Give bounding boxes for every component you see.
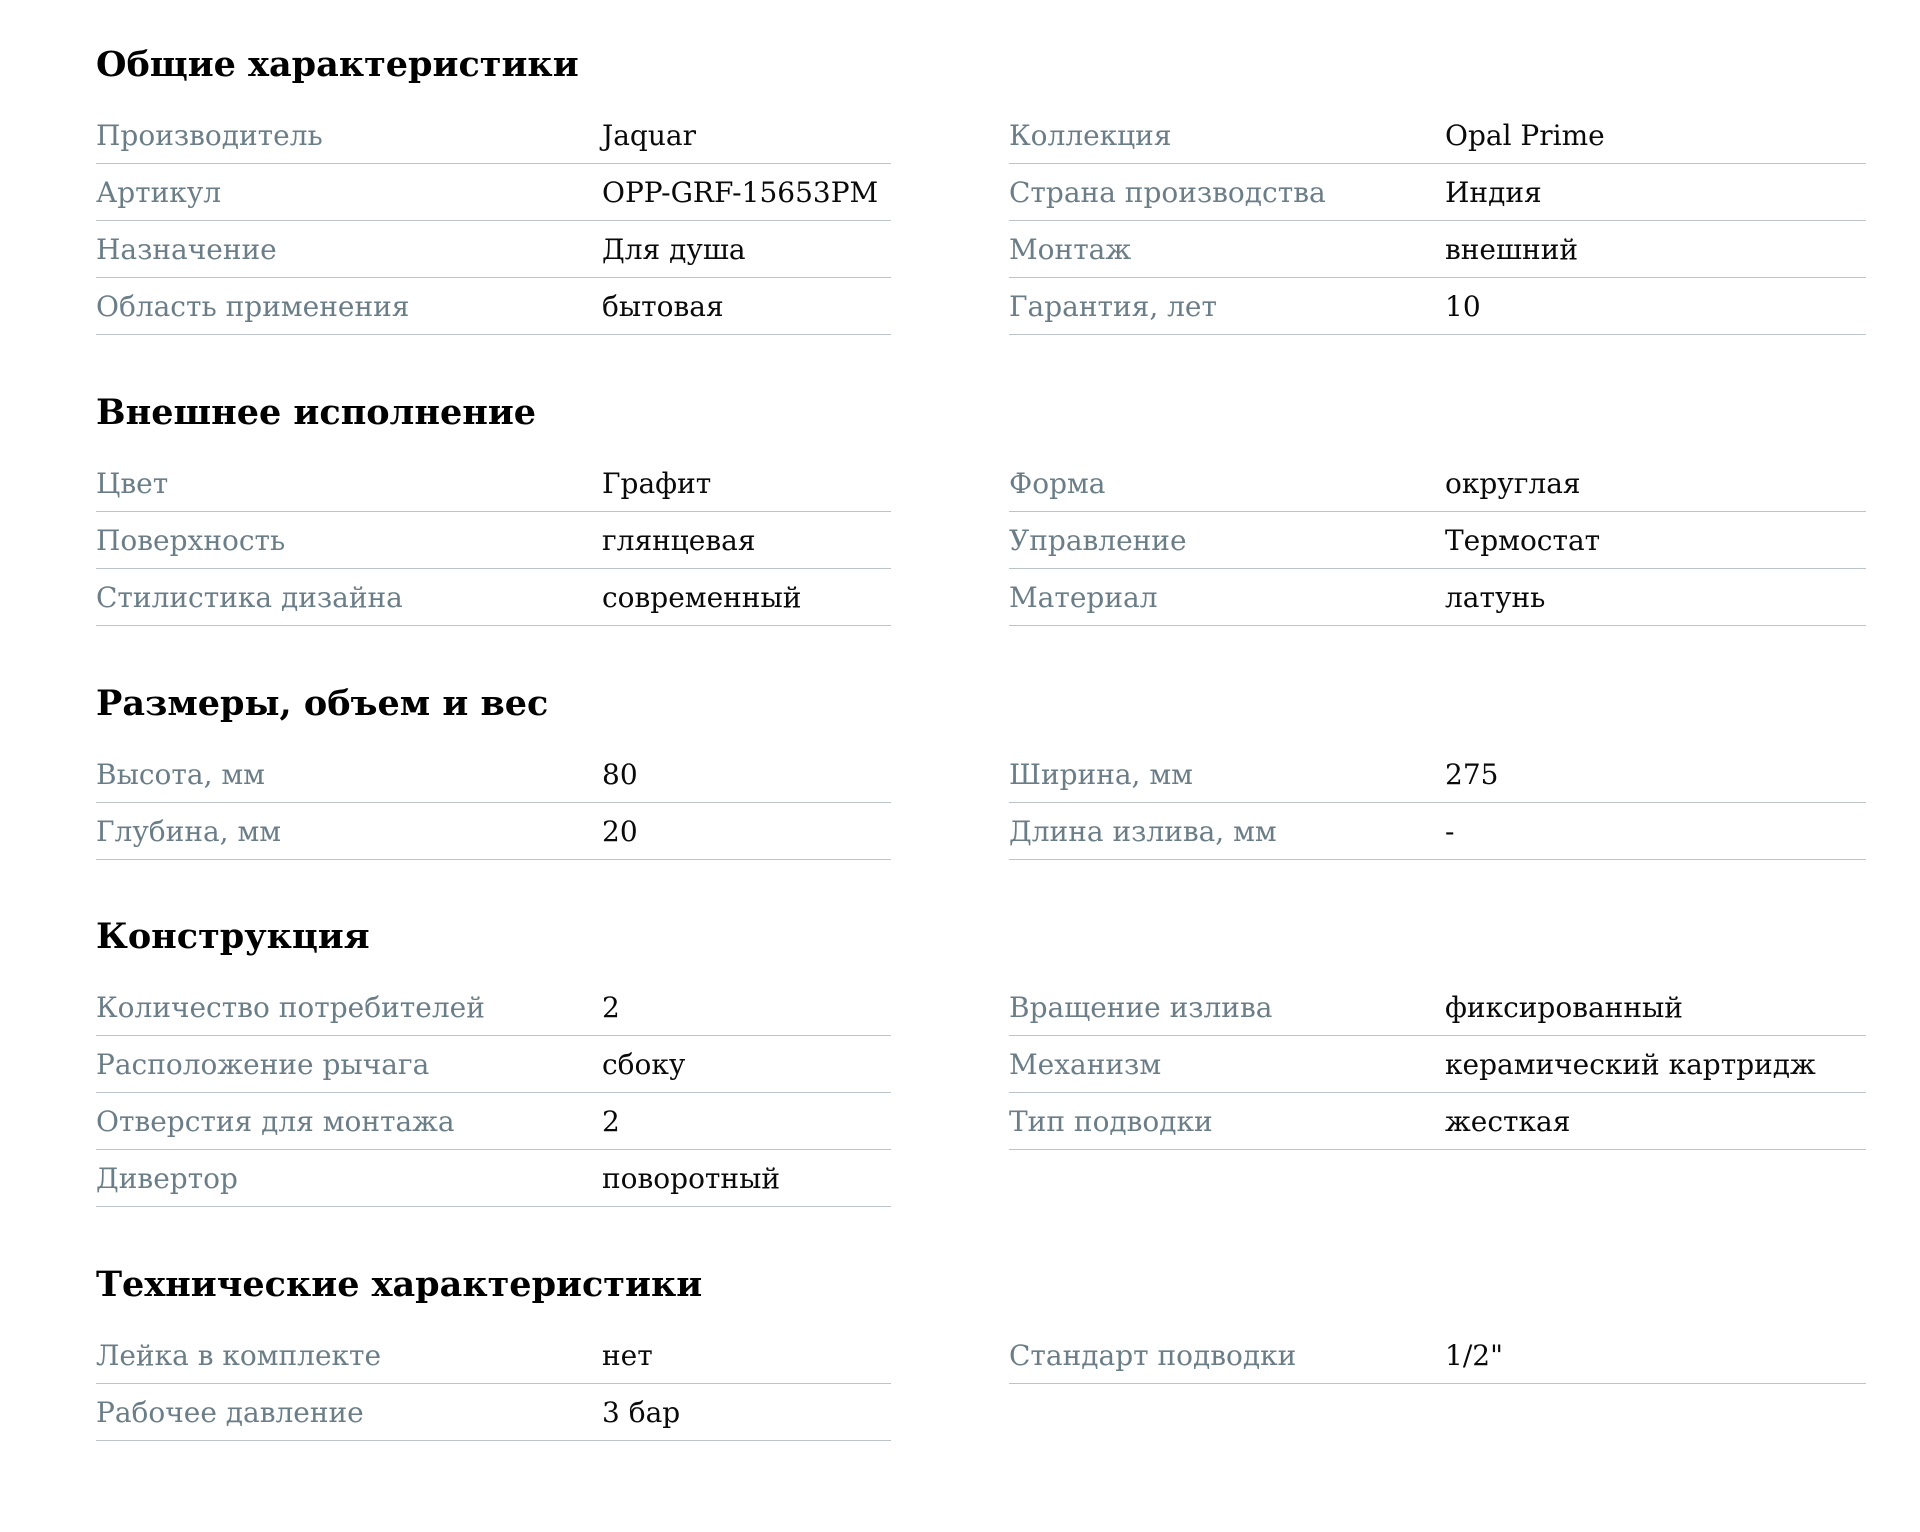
spec-value: - (1445, 815, 1455, 848)
spec-value: 275 (1445, 758, 1499, 791)
spec-label: Стилистика дизайна (96, 581, 403, 614)
spec-row (1009, 221, 1866, 278)
spec-value: Для душа (602, 233, 746, 266)
section-title: Конструкция (96, 916, 370, 957)
spec-label: Количество потребителей (96, 991, 485, 1024)
spec-label: Высота, мм (96, 758, 265, 791)
spec-row (96, 1150, 891, 1207)
spec-value: 2 (602, 991, 620, 1024)
spec-value: внешний (1445, 233, 1579, 266)
spec-label: Страна производства (1009, 176, 1326, 209)
spec-value: 20 (602, 815, 638, 848)
spec-row (96, 569, 891, 626)
spec-row (96, 278, 891, 335)
spec-label: Отверстия для монтажа (96, 1105, 455, 1138)
spec-label: Область применения (96, 290, 410, 323)
spec-value: бытовая (602, 290, 724, 323)
spec-label: Расположение рычага (96, 1048, 430, 1081)
section-title: Общие характеристики (96, 44, 579, 85)
spec-label: Стандарт подводки (1009, 1339, 1297, 1372)
spec-row (1009, 1036, 1866, 1093)
spec-value: Индия (1445, 176, 1542, 209)
spec-row (1009, 512, 1866, 569)
spec-row (96, 746, 891, 803)
spec-value: OPP-GRF-15653PM (602, 176, 879, 209)
spec-row (96, 803, 891, 860)
spec-row (96, 164, 891, 221)
section-title: Внешнее исполнение (96, 392, 537, 433)
spec-label: Вращение излива (1009, 991, 1273, 1024)
spec-value: глянцевая (602, 524, 756, 557)
spec-row (1009, 1093, 1866, 1150)
spec-value: Термостат (1445, 524, 1601, 557)
spec-row (96, 1327, 891, 1384)
spec-label: Форма (1009, 467, 1106, 500)
spec-row (1009, 164, 1866, 221)
spec-value: современный (602, 581, 802, 614)
spec-row (1009, 979, 1866, 1036)
spec-value: поворотный (602, 1162, 781, 1195)
spec-row (96, 107, 891, 164)
spec-row (1009, 278, 1866, 335)
spec-label: Поверхность (96, 524, 286, 557)
spec-label: Лейка в комплекте (96, 1339, 382, 1372)
spec-row (96, 221, 891, 278)
spec-value: 1/2" (1445, 1339, 1503, 1372)
spec-value: нет (602, 1339, 653, 1372)
spec-value: керамический картридж (1445, 1048, 1816, 1081)
spec-row (1009, 746, 1866, 803)
spec-value: Jaquar (602, 119, 696, 152)
spec-value: 2 (602, 1105, 620, 1138)
spec-label: Коллекция (1009, 119, 1172, 152)
spec-value: 3 бар (602, 1396, 681, 1429)
spec-value: Opal Prime (1445, 119, 1605, 152)
spec-row (1009, 455, 1866, 512)
spec-row (1009, 107, 1866, 164)
spec-row (96, 1384, 891, 1441)
spec-row (96, 455, 891, 512)
spec-label: Артикул (96, 176, 222, 209)
spec-row (1009, 569, 1866, 626)
spec-row (1009, 1327, 1866, 1384)
spec-row (1009, 803, 1866, 860)
spec-row (96, 1093, 891, 1150)
spec-label: Монтаж (1009, 233, 1132, 266)
spec-label: Рабочее давление (96, 1396, 364, 1429)
spec-row (96, 979, 891, 1036)
spec-label: Назначение (96, 233, 277, 266)
spec-label: Длина излива, мм (1009, 815, 1277, 848)
spec-value: сбоку (602, 1048, 686, 1081)
spec-value: округлая (1445, 467, 1581, 500)
spec-label: Гарантия, лет (1009, 290, 1217, 323)
spec-value: Графит (602, 467, 712, 500)
spec-value: жесткая (1445, 1105, 1571, 1138)
spec-label: Цвет (96, 467, 169, 500)
section-title: Технические характеристики (96, 1264, 703, 1305)
spec-label: Тип подводки (1009, 1105, 1213, 1138)
spec-label: Дивертор (96, 1162, 238, 1195)
spec-label: Механизм (1009, 1048, 1162, 1081)
spec-value: 10 (1445, 290, 1481, 323)
spec-row (96, 512, 891, 569)
spec-label: Материал (1009, 581, 1158, 614)
spec-label: Глубина, мм (96, 815, 282, 848)
spec-value: латунь (1445, 581, 1546, 614)
spec-label: Ширина, мм (1009, 758, 1193, 791)
spec-label: Управление (1009, 524, 1187, 557)
spec-label: Производитель (96, 119, 323, 152)
spec-value: 80 (602, 758, 638, 791)
spec-value: фиксированный (1445, 991, 1683, 1024)
spec-row (96, 1036, 891, 1093)
section-title: Размеры, объем и вес (96, 683, 549, 724)
